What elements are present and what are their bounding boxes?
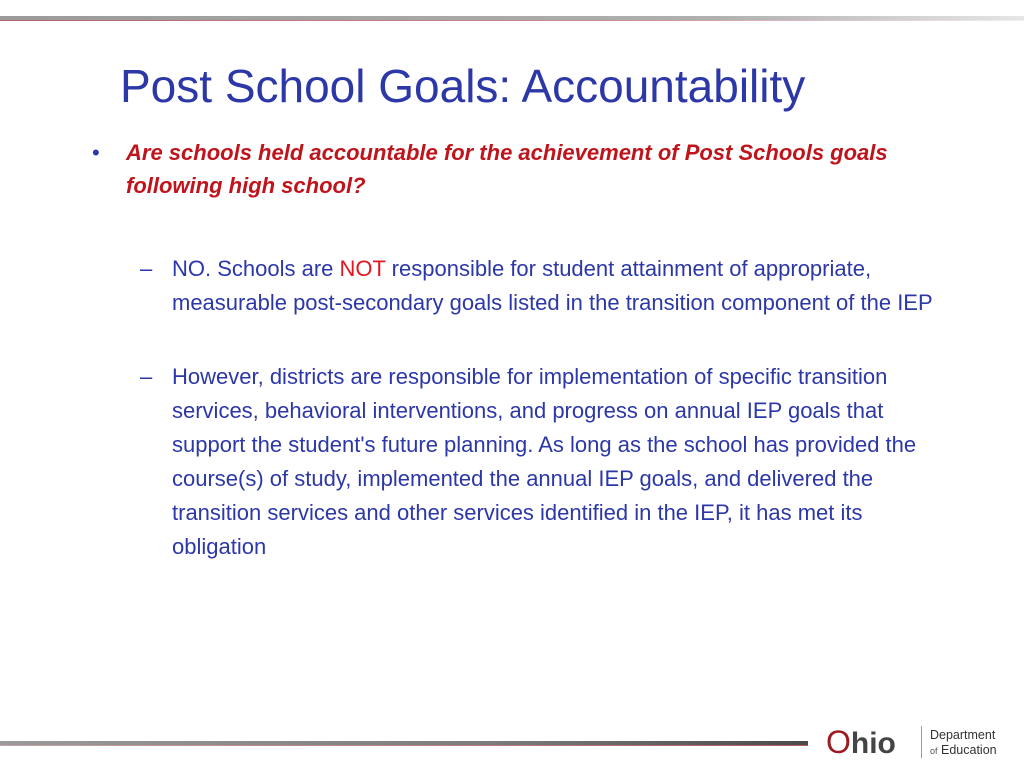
slide-title: Post School Goals: Accountability bbox=[120, 60, 806, 112]
answer-item-2 bbox=[140, 360, 940, 564]
ohio-o: O bbox=[826, 724, 851, 760]
logo-separator bbox=[921, 726, 922, 758]
bottom-divider bbox=[0, 741, 808, 745]
ohio-wordmark bbox=[826, 722, 896, 764]
dash-marker: – bbox=[140, 364, 153, 389]
answer-text-1 bbox=[172, 252, 940, 320]
dash-marker: – bbox=[140, 256, 153, 281]
not-highlight: NOT bbox=[339, 256, 386, 281]
top-divider bbox=[0, 16, 1024, 20]
department-label bbox=[930, 728, 997, 759]
answer-1-post: responsible for student attainment of appropriate, measurable post-secondary goals listed in the transition component of the IEP bbox=[172, 256, 933, 315]
education-line bbox=[930, 743, 997, 759]
bullet-marker: • bbox=[92, 140, 100, 165]
ohio-department-of-education-logo bbox=[826, 722, 1016, 762]
education-text: Education bbox=[941, 743, 997, 757]
question-text: Are schools held accountable for the achievement of Post Schools goals following high school? bbox=[126, 140, 888, 198]
ohio-hio: hio bbox=[850, 727, 896, 760]
answer-1-pre: NO. Schools are bbox=[172, 256, 340, 281]
answer-text-2: However, districts are responsible for implementation of specific transition services, behavioral interventions, and progress on annual IEP goals that support the student's future planning. As long as the school has provided the course(s) of study, implemented the annual IEP goals, and delivered the transition services and other services identified in the IEP, it has met its obligation bbox=[172, 364, 917, 559]
question-bullet bbox=[92, 136, 922, 202]
answer-item-1 bbox=[140, 252, 940, 320]
of-text: of bbox=[930, 746, 938, 756]
department-line: Department bbox=[930, 728, 996, 742]
